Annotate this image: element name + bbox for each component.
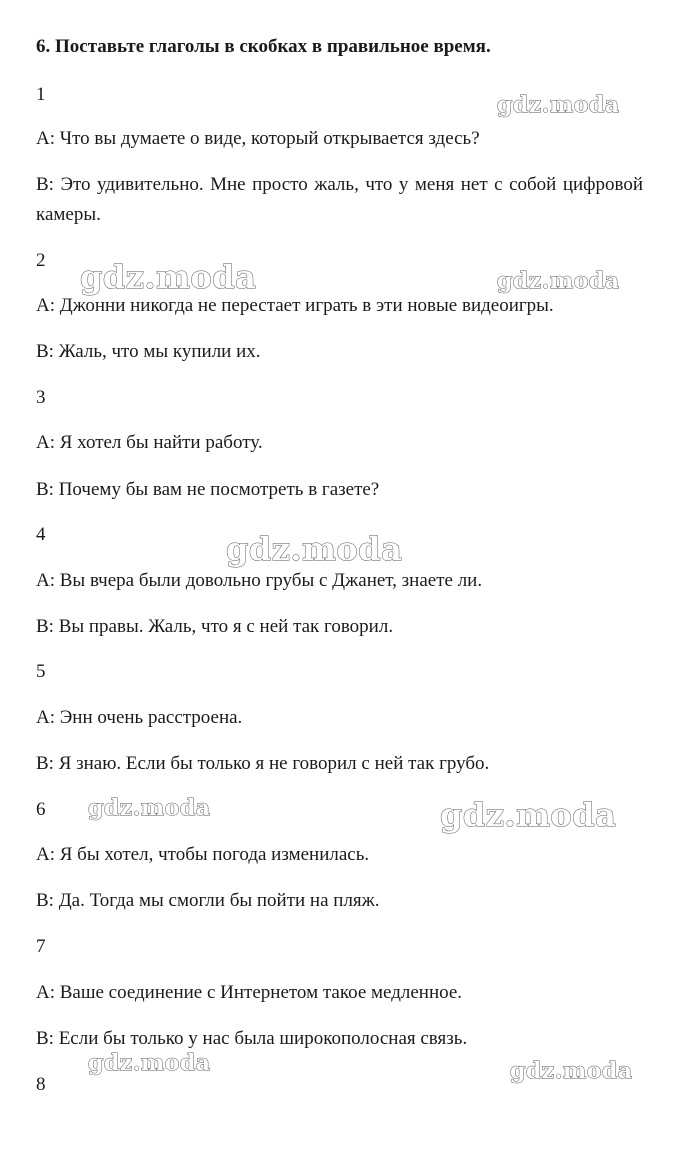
- item-number: 2: [36, 250, 46, 271]
- dialogue-line-a: A: Я бы хотел, чтобы погода изменилась.: [36, 844, 370, 865]
- dialogue-line-b: B: Да. Тогда мы смогли бы пойти на пляж.: [36, 890, 380, 911]
- watermark: gdz.moda: [226, 530, 403, 568]
- item-number: 7: [36, 936, 46, 957]
- dialogue-line-a: A: Ваше соединение с Интернетом такое медленное.: [36, 982, 463, 1003]
- watermark: gdz.moda: [88, 795, 211, 821]
- watermark: gdz.moda: [510, 1058, 633, 1084]
- watermark: gdz.moda: [88, 1050, 211, 1076]
- watermark: gdz.moda: [497, 92, 620, 118]
- exercise-title: 6. Поставьте глаголы в скобках в правильное время.: [36, 36, 491, 57]
- item-number: 4: [36, 524, 46, 545]
- dialogue-line-b: B: Вы правы. Жаль, что я с ней так говорил.: [36, 616, 394, 637]
- dialogue-line-b: B: Это удивительно. Мне просто жаль, что у меня нет с собой цифровой камеры.: [36, 174, 643, 225]
- item-number: 6: [36, 799, 46, 820]
- dialogue-line-a: A: Джонни никогда не перестает играть в эти новые видеоигры.: [36, 295, 554, 316]
- dialogue-line-b: B: Жаль, что мы купили их.: [36, 341, 261, 362]
- dialogue-line-a: A: Что вы думаете о виде, который открывается здесь?: [36, 128, 480, 149]
- dialogue-line-a: A: Энн очень расстроена.: [36, 707, 243, 728]
- dialogue-line-a: A: Я хотел бы найти работу.: [36, 432, 263, 453]
- item-number: 5: [36, 661, 46, 682]
- watermark: gdz.moda: [80, 258, 257, 296]
- item-number: 8: [36, 1074, 46, 1095]
- dialogue-line-b: B: Почему бы вам не посмотреть в газете?: [36, 479, 380, 500]
- watermark: gdz.moda: [440, 796, 617, 834]
- dialogue-line-a: A: Вы вчера были довольно грубы с Джанет, знаете ли.: [36, 570, 483, 591]
- dialogue-line-b: B: Если бы только у нас была широкополосная связь.: [36, 1028, 468, 1049]
- dialogue-line-b: B: Я знаю. Если бы только я не говорил с ней так грубо.: [36, 753, 490, 774]
- watermark: gdz.moda: [497, 268, 620, 294]
- item-number: 1: [36, 84, 46, 105]
- item-number: 3: [36, 387, 46, 408]
